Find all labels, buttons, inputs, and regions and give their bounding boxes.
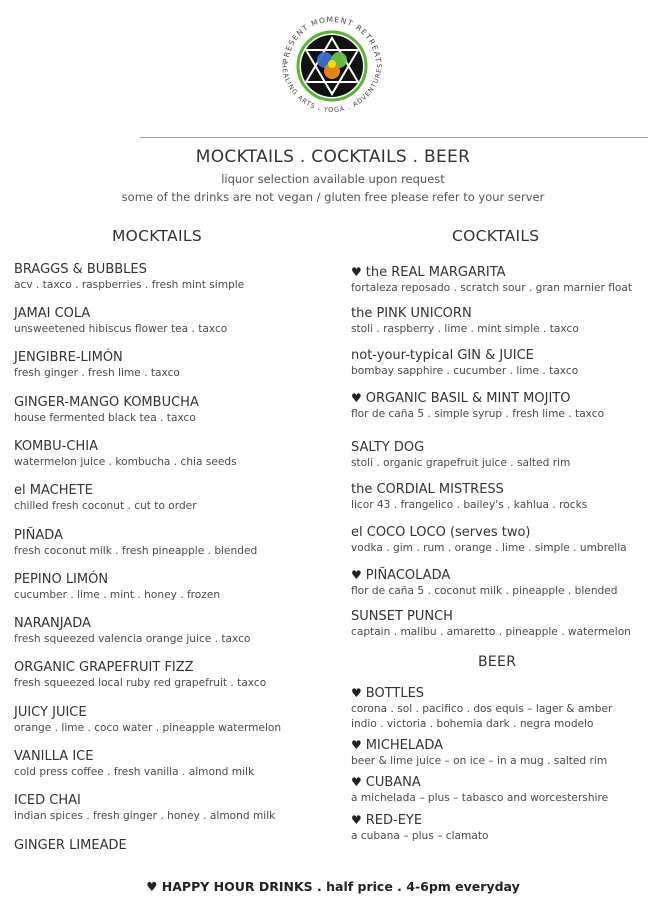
- mocktail-desc: cucumber . lime . mint . honey . frozen: [14, 589, 221, 601]
- menu-subtitle-liquor: liquor selection available upon request: [221, 172, 445, 186]
- mocktail-desc: fresh squeezed valencia orange juice . taxco: [14, 633, 251, 645]
- cocktail-desc: vodka . gim . rum . orange . lime . simple . umbrella: [351, 542, 627, 554]
- mocktail-item: [14, 395, 199, 426]
- cocktail-name: the CORDIAL MISTRESS: [351, 482, 504, 497]
- mocktail-item: [14, 439, 237, 470]
- mocktail-item: [14, 705, 281, 736]
- mocktail-name: el MACHETE: [14, 483, 93, 498]
- cocktail-desc: bombay sapphire . cucumber . lime . taxco: [351, 365, 579, 377]
- heart-icon: ♥: [351, 775, 362, 789]
- cocktail-item: [351, 306, 579, 337]
- mocktail-name: PIÑADA: [14, 528, 63, 543]
- cocktail-name: ORGANIC BASIL & MINT MOJITO: [365, 391, 571, 406]
- cocktail-name: the PINK UNICORN: [351, 306, 472, 321]
- mocktail-desc: acv . taxco . raspberries . fresh mint simple: [14, 279, 245, 291]
- mocktail-item: [14, 528, 257, 559]
- beer-desc: a michelada – plus – tabasco and worcestershire: [351, 792, 609, 804]
- cocktail-name: SALTY DOG: [351, 440, 425, 455]
- mocktail-item: [14, 572, 220, 603]
- mocktail-name: JAMAI COLA: [14, 306, 91, 321]
- mocktail-name: GINGER LIMEADE: [14, 838, 127, 853]
- mocktail-name: BRAGGS & BUBBLES: [14, 262, 147, 277]
- mocktail-name: ICED CHAI: [14, 793, 81, 808]
- mocktail-desc: house fermented black tea . taxco: [14, 412, 196, 424]
- heart-icon: ♥: [351, 813, 362, 827]
- cocktail-desc: fortaleza reposado . scratch sour . gran marnier float: [351, 282, 633, 294]
- mocktail-item: [14, 793, 275, 824]
- beer-desc: a cubana – plus – clamato: [351, 830, 489, 842]
- mocktail-desc: fresh squeezed local ruby red grapefruit . taxco: [14, 677, 267, 689]
- mocktail-name: VANILLA ICE: [14, 749, 94, 764]
- happy-hour-footer: ♥ HAPPY HOUR DRINKS . half price . 4-6pm everyday: [146, 879, 520, 894]
- mocktail-name: JENGIBRE-LIMÓN: [14, 350, 123, 365]
- mocktail-name: NARANJADA: [14, 616, 91, 631]
- logo-bottom-text: HEALING ARTS . YOGA . ADVENTURES: [279, 62, 385, 115]
- mocktail-desc: unsweetened hibiscus flower tea . taxco: [14, 323, 228, 335]
- mocktail-name: PEPINO LIMÓN: [14, 572, 109, 587]
- cocktail-item: [351, 567, 618, 599]
- logo-top-text: PRESENT MOMENT RETREAT: [281, 14, 383, 64]
- cocktail-desc: flor de caña 5 . simple syrup . fresh lime . taxco: [351, 408, 605, 420]
- beer-desc: beer & lime juice – on ice – in a mug . salted rim: [351, 755, 608, 767]
- beer-item: [351, 737, 607, 769]
- mocktail-item: [14, 749, 254, 780]
- cocktail-desc: captain . malibu . amaretto . pineapple . watermelon: [351, 626, 631, 638]
- beer-item: [351, 812, 489, 844]
- menu-title: MOCKTAILS . COCKTAILS . BEER: [195, 147, 471, 167]
- mocktail-name: JUICY JUICE: [14, 705, 87, 720]
- cocktail-desc: licor 43 . frangelico . bailey's . kahlua . rocks: [351, 499, 588, 511]
- menu-subtitle-allergens: some of the drinks are not vegan / gluten free please refer to your server: [121, 190, 545, 204]
- cocktails-heading: COCKTAILS: [452, 227, 540, 245]
- heart-icon: ♥: [351, 738, 362, 752]
- cocktail-name: the REAL MARGARITA: [365, 265, 506, 280]
- cocktail-item: [351, 348, 578, 379]
- beer-name: MICHELADA: [365, 738, 443, 753]
- cocktail-item: [351, 482, 587, 513]
- mocktail-name: ORGANIC GRAPEFRUIT FIZZ: [14, 660, 194, 675]
- cocktail-desc: flor de caña 5 . coconut milk . pineapple . blended: [351, 585, 618, 597]
- mocktail-desc: indian spices . fresh ginger . honey . almond milk: [14, 810, 276, 822]
- cocktail-name: PIÑACOLADA: [365, 568, 451, 583]
- beer-desc-line2: indio . victoria . bohemia dark . negra modelo: [351, 718, 594, 730]
- mocktail-item: [14, 350, 180, 381]
- cocktail-name: SUNSET PUNCH: [351, 609, 453, 624]
- beer-name: CUBANA: [365, 775, 421, 790]
- mocktail-item: [14, 838, 127, 854]
- mocktail-item: [14, 660, 266, 691]
- present-moment-retreat-logo: [268, 2, 396, 130]
- cocktail-item: [351, 525, 627, 556]
- heart-icon: ♥: [351, 686, 362, 700]
- mocktail-name: KOMBU-CHIA: [14, 439, 98, 454]
- mocktail-desc: orange . lime . coco water . pineapple watermelon: [14, 722, 282, 734]
- cocktail-item: [351, 264, 632, 296]
- mocktail-desc: watermelon juice . kombucha . chia seeds: [14, 456, 237, 468]
- header-divider: [140, 137, 648, 138]
- mocktail-item: [14, 616, 250, 647]
- cocktail-name: el COCO LOCO (serves two): [351, 525, 531, 540]
- beer-item: [351, 774, 608, 806]
- cocktail-item: [351, 390, 604, 422]
- beer-name: BOTTLES: [365, 686, 425, 701]
- mocktail-item: [14, 483, 197, 514]
- mocktail-desc: cold press coffee . fresh vanilla . almond milk: [14, 766, 255, 778]
- beer-item: [351, 685, 612, 732]
- mocktail-item: [14, 262, 244, 293]
- heart-icon: ♥: [351, 568, 362, 582]
- mocktail-desc: chilled fresh coconut . cut to order: [14, 500, 197, 512]
- mocktail-desc: fresh coconut milk . fresh pineapple . blended: [14, 545, 258, 557]
- beer-desc: corona . sol . pacifico . dos equis – lager & amber: [351, 703, 613, 715]
- heart-icon: ♥: [351, 391, 362, 405]
- heart-icon: ♥: [351, 265, 362, 279]
- cocktail-desc: stoli . raspberry . lime . mint simple . taxco: [351, 323, 579, 335]
- mocktail-item: [14, 306, 227, 337]
- cocktail-item: [351, 440, 570, 471]
- cocktail-item: [351, 609, 631, 640]
- beer-name: RED-EYE: [365, 813, 423, 828]
- cocktail-desc: stoli . organic grapefruit juice . salted rim: [351, 457, 571, 469]
- mocktail-name: GINGER-MANGO KOMBUCHA: [14, 395, 199, 410]
- cocktail-name: not-your-typical GIN & JUICE: [351, 348, 534, 363]
- mocktails-heading: MOCKTAILS: [112, 227, 202, 245]
- mocktail-desc: fresh ginger . fresh lime . taxco: [14, 367, 180, 379]
- beer-heading: BEER: [478, 654, 517, 670]
